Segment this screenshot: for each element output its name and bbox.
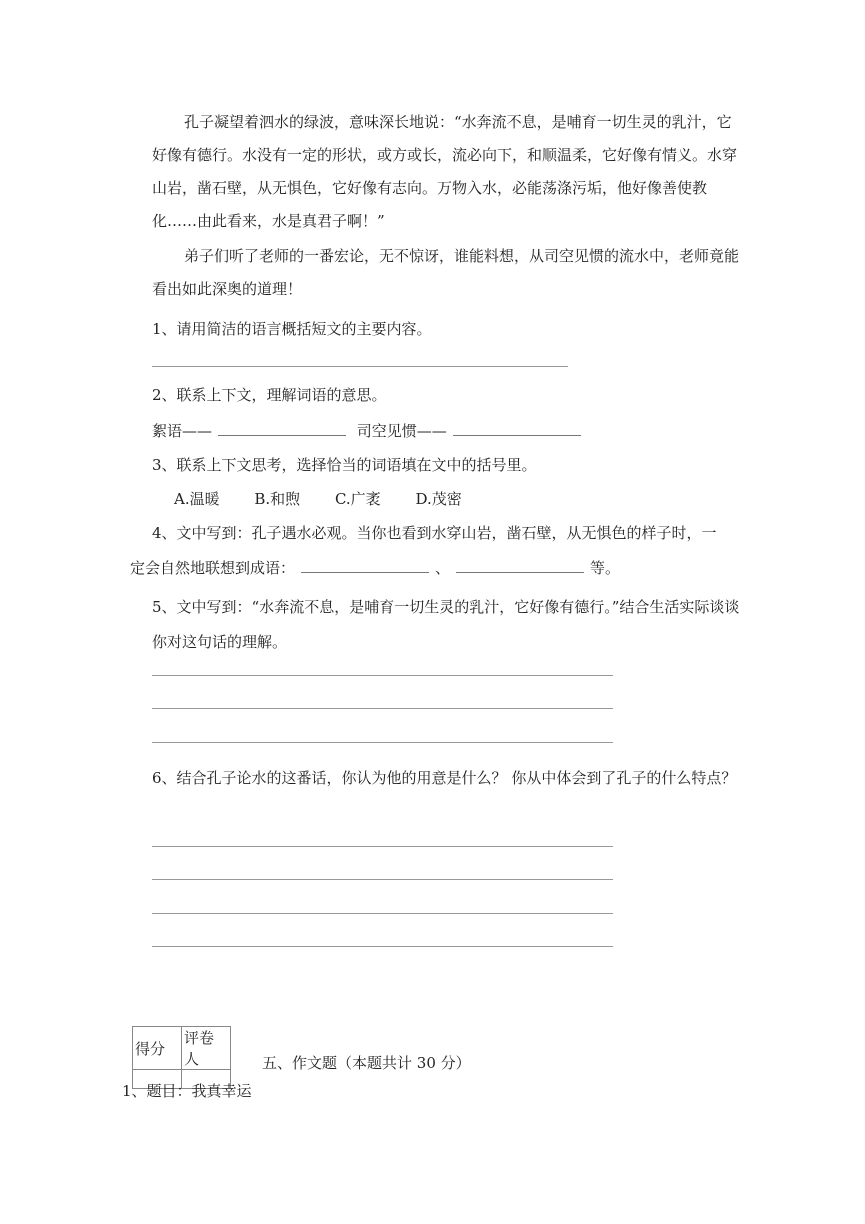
question-6-text: 6、结合孔子论水的这番话，你认为他的用意是什么？ 你从中体会到了孔子的什么特点？	[152, 769, 737, 787]
score-label: 得分	[133, 1027, 182, 1070]
option-b: B.和煦	[254, 490, 301, 508]
question-5-text: 5、文中写到：“水奔流不息，是哺育一切生灵的乳汁，它好像有德行。”结合生活实际谈谈你对这句话的理解。	[152, 598, 740, 651]
question-2-blanks	[152, 420, 587, 441]
answer-line[interactable]	[152, 946, 613, 947]
passage-paragraph-1: 孔子凝望着泗水的绿波，意味深长地说：“水奔流不息，是哺育一切生灵的乳汁，它好像有德行。水没有一定的形状，或方或长，流必向下，和顺温柔，它好像有情义。水穿山岩，凿石壁，从无惧色，它好像有志向。万物入水，必能荡涤污垢，他好像善使教化……由此看来，水是真君子啊！”	[152, 113, 738, 230]
grader-label: 评卷人	[182, 1027, 231, 1070]
idiom-blank-2[interactable]	[456, 558, 584, 573]
question-5	[152, 590, 742, 660]
idiom-blank-1[interactable]	[301, 558, 429, 573]
separator: 、	[435, 559, 451, 577]
question-4-line-1: 4、文中写到：孔子遇水必观。当你也看到水穿山岩，凿石壁，从无惧色的样子时，一	[152, 524, 717, 542]
passage-paragraph-2: 弟子们听了老师的一番宏论，无不惊讶，谁能料想，从司空见惯的流水中，老师竟能看出如此深奥的道理！	[152, 247, 740, 298]
essay-prompt: 1、题目：我真幸运	[122, 1082, 252, 1100]
term-sikong-label: 司空见惯——	[356, 422, 447, 440]
answer-line[interactable]	[152, 675, 613, 676]
answer-line[interactable]	[152, 366, 568, 367]
term-xuyu-blank[interactable]	[218, 421, 346, 436]
question-6	[152, 760, 742, 797]
section-title: 五、作文题（本题共计 30 分）	[262, 1054, 471, 1072]
term-xuyu-label: 絮语——	[152, 422, 213, 440]
option-d: D.茂密	[415, 490, 462, 508]
answer-line[interactable]	[152, 913, 613, 914]
answer-line[interactable]	[152, 879, 613, 880]
term-sikong-blank[interactable]	[453, 421, 581, 436]
question-4-prompt: 定会自然地联想到成语：	[130, 559, 296, 577]
option-c: C.广袤	[334, 490, 381, 508]
option-a: A.温暖	[174, 490, 220, 508]
answer-line[interactable]	[152, 742, 613, 743]
answer-line[interactable]	[152, 708, 613, 709]
question-2: 2、联系上下文，理解词语的意思。	[152, 386, 387, 404]
question-4-end: 等。	[590, 559, 621, 577]
question-3-options	[174, 488, 492, 509]
question-3: 3、联系上下文思考，选择恰当的词语填在文中的括号里。	[152, 456, 537, 474]
answer-line[interactable]	[152, 846, 613, 847]
question-4-line-2	[130, 557, 620, 578]
question-1: 1、请用简洁的语言概括短文的主要内容。	[152, 320, 432, 338]
